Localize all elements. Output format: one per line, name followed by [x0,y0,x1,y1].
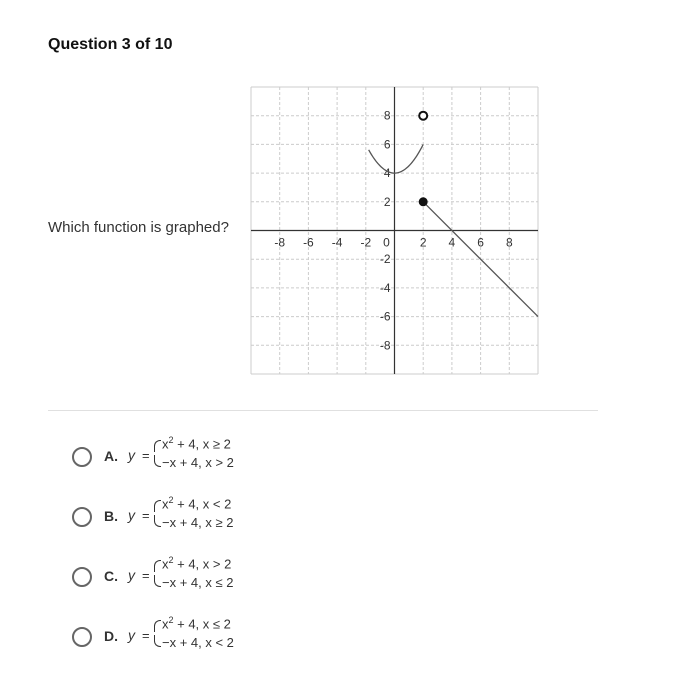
x-tick-label: 6 [477,235,484,250]
brace-icon [154,620,161,632]
answer-option-b[interactable] [70,494,330,542]
option-letter: D. [104,628,118,644]
piece-case-1 [162,555,231,571]
answer-option-c[interactable] [70,554,330,602]
y-tick-label: 8 [383,108,391,123]
y-tick-label: -2 [379,252,391,267]
x-tick-label: 4 [448,235,456,250]
divider [48,410,598,411]
piece-case-1 [162,615,231,631]
y-tick-label: 4 [383,166,391,181]
x-tick-label: -4 [331,235,343,250]
x-tick-label: 8 [505,235,513,250]
case-base: x [162,496,169,512]
option-letter: A. [104,448,118,464]
closed-endpoint [419,198,427,206]
question-prompt: Which function is graphed? [48,219,229,236]
equals-sign: = [142,508,150,523]
x-tick-label: 2 [419,235,427,250]
brace-icon [154,575,161,587]
option-letter: B. [104,508,118,524]
equation-lhs: y [128,447,135,463]
case-exponent: 2 [168,495,174,505]
case-rest: + 4, x ≤ 2 [173,616,231,632]
x-tick-label: -2 [360,235,372,250]
piece-case-2: −x + 4, x > 2 [162,455,234,470]
case-base: x [162,616,169,632]
equals-sign: = [142,628,150,643]
equation-lhs: y [128,627,135,643]
brace-icon [154,560,161,572]
radio-button[interactable] [72,627,92,647]
piece-case-2: −x + 4, x ≤ 2 [162,575,234,590]
brace-icon [154,440,161,452]
y-tick-label: -6 [379,309,391,324]
x-tick-label: -8 [274,235,286,250]
radio-button[interactable] [72,507,92,527]
case-exponent: 2 [168,435,174,445]
y-tick-label: -8 [379,338,391,353]
radio-button[interactable] [72,567,92,587]
case-rest: + 4, x < 2 [173,496,232,512]
case-base: x [162,436,169,452]
equation-lhs: y [128,567,135,583]
y-tick-label: -4 [379,280,391,295]
open-endpoint [419,112,427,120]
option-letter: C. [104,568,118,584]
parabola-curve [369,144,424,173]
answer-option-d[interactable] [70,614,330,662]
piece-case-1 [162,435,231,451]
question-title: Question 3 of 10 [48,36,173,53]
brace-icon [154,515,161,527]
x-tick-label: 0 [383,235,390,250]
piece-case-1 [162,495,231,511]
case-base: x [162,556,169,572]
piece-case-2: −x + 4, x ≥ 2 [162,515,234,530]
radio-button[interactable] [72,447,92,467]
y-tick-label: 6 [383,137,391,152]
equals-sign: = [142,568,150,583]
brace-icon [154,500,161,512]
brace-icon [154,635,161,647]
case-exponent: 2 [168,615,174,625]
y-tick-label: 2 [383,194,391,209]
case-rest: + 4, x > 2 [173,556,232,572]
equation-lhs: y [128,507,135,523]
x-tick-label: -6 [303,235,314,250]
answer-option-a[interactable] [70,434,330,482]
case-exponent: 2 [168,555,174,565]
equals-sign: = [142,448,150,463]
brace-icon [154,455,161,467]
piece-case-2: −x + 4, x < 2 [162,635,234,650]
case-rest: + 4, x ≥ 2 [173,436,231,452]
